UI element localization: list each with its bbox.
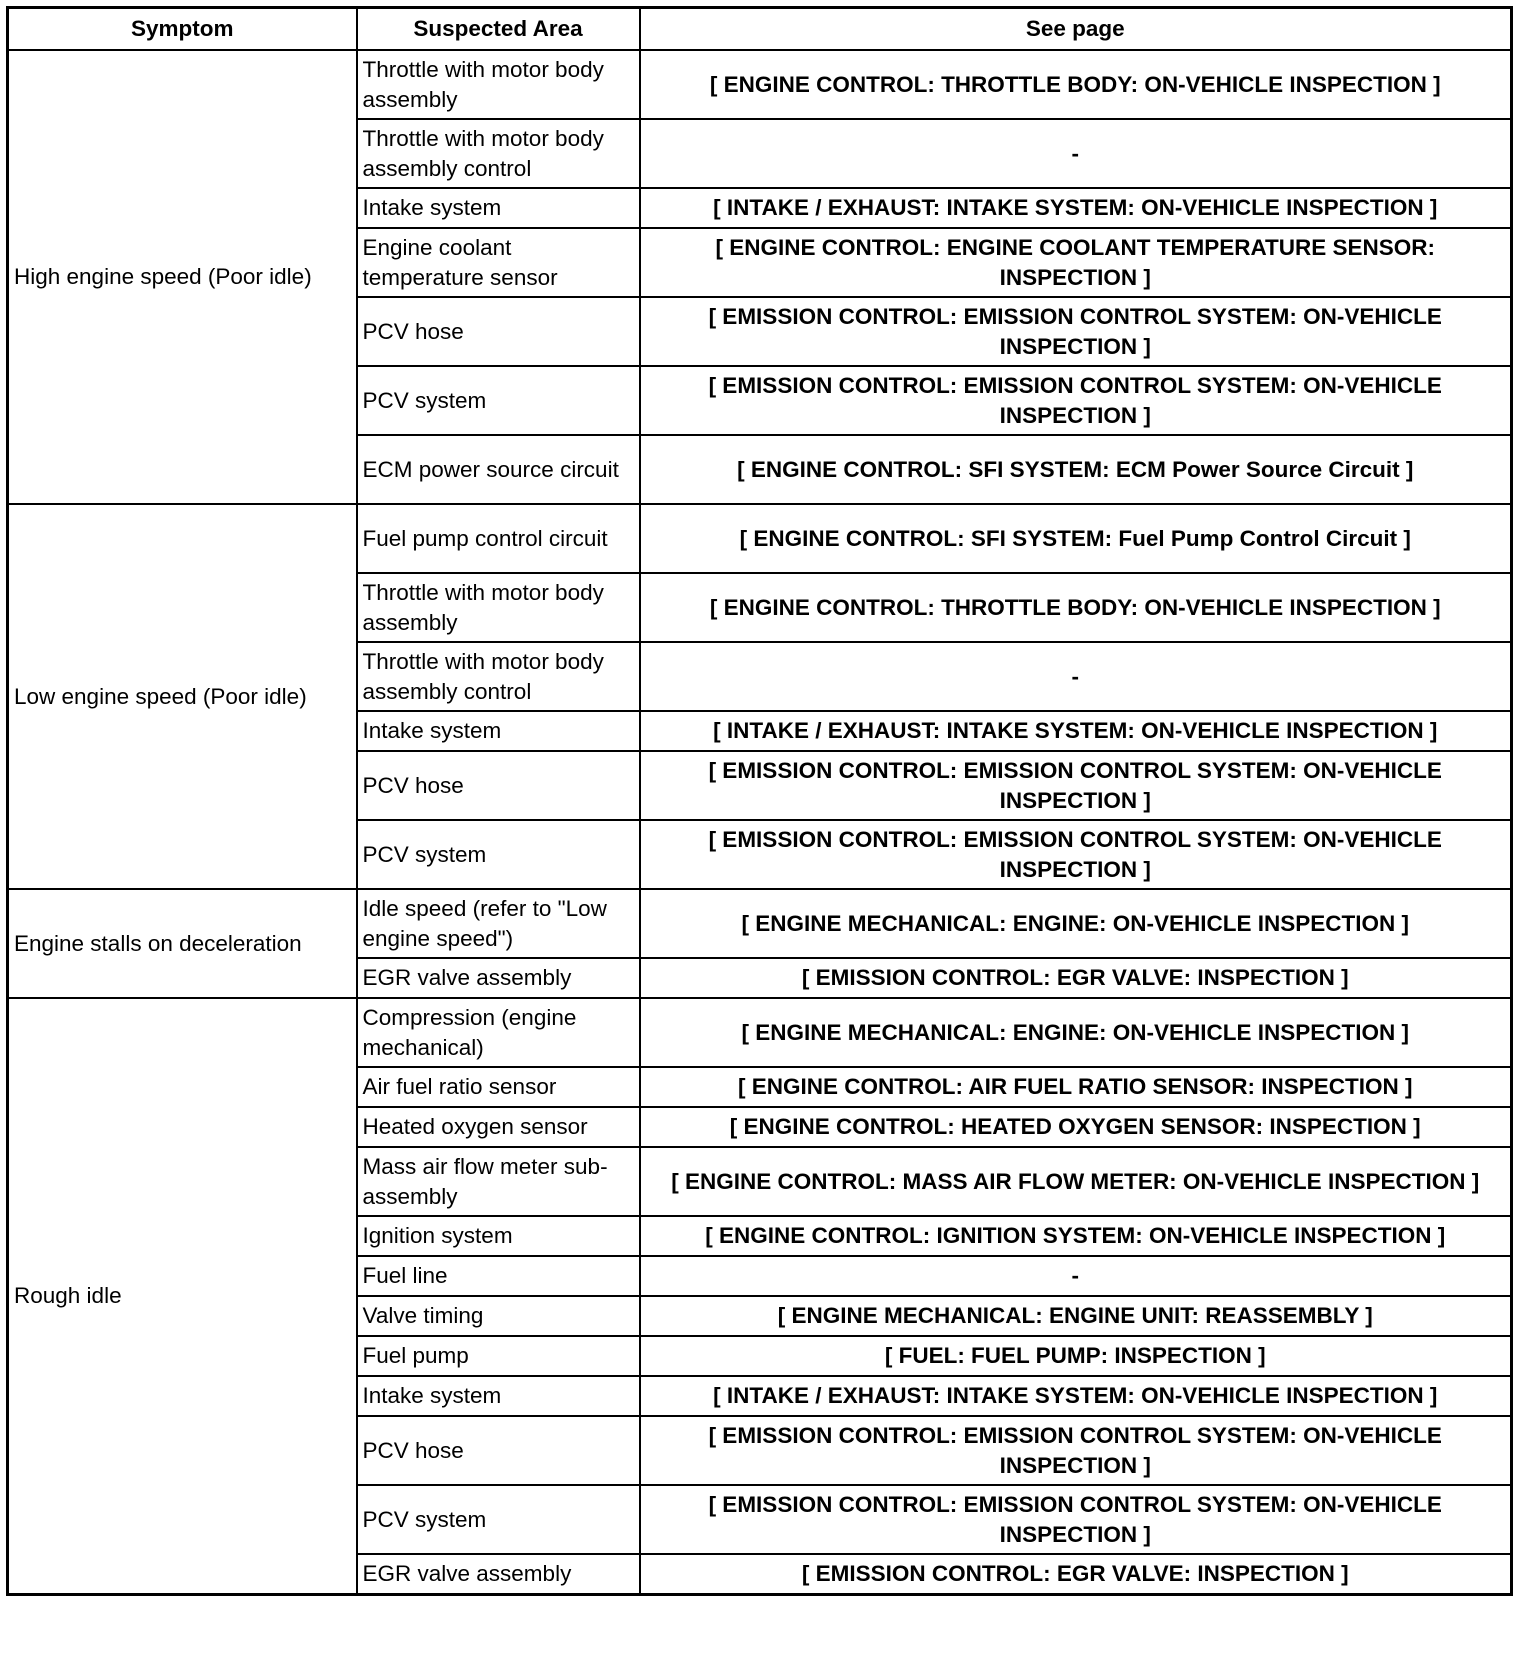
see-page-link[interactable]: [ EMISSION CONTROL: EMISSION CONTROL SYSTEM: ON-VEHICLE INSPECTION ] — [640, 1416, 1512, 1485]
suspected-area-cell: EGR valve assembly — [357, 958, 640, 998]
suspected-area-cell: PCV hose — [357, 297, 640, 366]
see-page-link[interactable]: [ INTAKE / EXHAUST: INTAKE SYSTEM: ON-VEHICLE INSPECTION ] — [640, 188, 1512, 228]
suspected-area-cell: Intake system — [357, 1376, 640, 1416]
header-row — [8, 8, 1512, 51]
see-page-link[interactable]: [ ENGINE CONTROL: SFI SYSTEM: ECM Power Source Circuit ] — [640, 435, 1512, 504]
see-page-link[interactable]: [ EMISSION CONTROL: EMISSION CONTROL SYSTEM: ON-VEHICLE INSPECTION ] — [640, 751, 1512, 820]
suspected-area-cell: PCV system — [357, 1485, 640, 1554]
suspected-area-cell: ECM power source circuit — [357, 435, 640, 504]
suspected-area-cell: Engine coolant temperature sensor — [357, 228, 640, 297]
suspected-area-cell: Air fuel ratio sensor — [357, 1067, 640, 1107]
see-page-link[interactable]: [ ENGINE MECHANICAL: ENGINE: ON-VEHICLE INSPECTION ] — [640, 998, 1512, 1067]
see-page-link[interactable]: [ ENGINE CONTROL: THROTTLE BODY: ON-VEHICLE INSPECTION ] — [640, 50, 1512, 119]
see-page-link: - — [640, 1256, 1512, 1296]
table-body — [8, 50, 1512, 1595]
suspected-area-cell: PCV hose — [357, 751, 640, 820]
see-page-link: - — [640, 119, 1512, 188]
see-page-link[interactable]: [ EMISSION CONTROL: EGR VALVE: INSPECTION ] — [640, 1554, 1512, 1595]
see-page-link[interactable]: [ EMISSION CONTROL: EGR VALVE: INSPECTION ] — [640, 958, 1512, 998]
suspected-area-cell: Throttle with motor body assembly — [357, 573, 640, 642]
suspected-area-cell: PCV system — [357, 366, 640, 435]
header-see-page: See page — [640, 8, 1512, 51]
header-suspected-area: Suspected Area — [357, 8, 640, 51]
suspected-area-cell: Fuel pump — [357, 1336, 640, 1376]
suspected-area-cell: Mass air flow meter sub-assembly — [357, 1147, 640, 1216]
see-page-link[interactable]: [ ENGINE CONTROL: SFI SYSTEM: Fuel Pump Control Circuit ] — [640, 504, 1512, 573]
see-page-link: - — [640, 642, 1512, 711]
suspected-area-cell: Fuel line — [357, 1256, 640, 1296]
suspected-area-cell: EGR valve assembly — [357, 1554, 640, 1595]
symptom-cell: High engine speed (Poor idle) — [8, 50, 357, 504]
suspected-area-cell: Valve timing — [357, 1296, 640, 1336]
see-page-link[interactable]: [ INTAKE / EXHAUST: INTAKE SYSTEM: ON-VEHICLE INSPECTION ] — [640, 711, 1512, 751]
table-row — [8, 889, 1512, 958]
troubleshooting-table — [6, 6, 1513, 1596]
suspected-area-cell: PCV system — [357, 820, 640, 889]
suspected-area-cell: Intake system — [357, 711, 640, 751]
suspected-area-cell: Throttle with motor body assembly control — [357, 119, 640, 188]
suspected-area-cell: Fuel pump control circuit — [357, 504, 640, 573]
symptom-cell: Low engine speed (Poor idle) — [8, 504, 357, 889]
suspected-area-cell: Heated oxygen sensor — [357, 1107, 640, 1147]
table-row — [8, 50, 1512, 119]
see-page-link[interactable]: [ ENGINE CONTROL: HEATED OXYGEN SENSOR: INSPECTION ] — [640, 1107, 1512, 1147]
see-page-link[interactable]: [ ENGINE MECHANICAL: ENGINE UNIT: REASSEMBLY ] — [640, 1296, 1512, 1336]
suspected-area-cell: Throttle with motor body assembly control — [357, 642, 640, 711]
see-page-link[interactable]: [ EMISSION CONTROL: EMISSION CONTROL SYSTEM: ON-VEHICLE INSPECTION ] — [640, 366, 1512, 435]
header-symptom: Symptom — [8, 8, 357, 51]
table-row — [8, 998, 1512, 1067]
suspected-area-cell: PCV hose — [357, 1416, 640, 1485]
symptom-cell: Rough idle — [8, 998, 357, 1595]
suspected-area-cell: Ignition system — [357, 1216, 640, 1256]
see-page-link[interactable]: [ EMISSION CONTROL: EMISSION CONTROL SYSTEM: ON-VEHICLE INSPECTION ] — [640, 1485, 1512, 1554]
see-page-link[interactable]: [ ENGINE CONTROL: MASS AIR FLOW METER: ON-VEHICLE INSPECTION ] — [640, 1147, 1512, 1216]
suspected-area-cell: Idle speed (refer to "Low engine speed") — [357, 889, 640, 958]
see-page-link[interactable]: [ ENGINE CONTROL: THROTTLE BODY: ON-VEHICLE INSPECTION ] — [640, 573, 1512, 642]
see-page-link[interactable]: [ FUEL: FUEL PUMP: INSPECTION ] — [640, 1336, 1512, 1376]
suspected-area-cell: Compression (engine mechanical) — [357, 998, 640, 1067]
table-row — [8, 504, 1512, 573]
see-page-link[interactable]: [ ENGINE CONTROL: ENGINE COOLANT TEMPERATURE SENSOR: INSPECTION ] — [640, 228, 1512, 297]
symptom-cell: Engine stalls on deceleration — [8, 889, 357, 998]
see-page-link[interactable]: [ ENGINE CONTROL: IGNITION SYSTEM: ON-VEHICLE INSPECTION ] — [640, 1216, 1512, 1256]
see-page-link[interactable]: [ EMISSION CONTROL: EMISSION CONTROL SYSTEM: ON-VEHICLE INSPECTION ] — [640, 820, 1512, 889]
see-page-link[interactable]: [ INTAKE / EXHAUST: INTAKE SYSTEM: ON-VEHICLE INSPECTION ] — [640, 1376, 1512, 1416]
suspected-area-cell: Throttle with motor body assembly — [357, 50, 640, 119]
see-page-link[interactable]: [ ENGINE CONTROL: AIR FUEL RATIO SENSOR: INSPECTION ] — [640, 1067, 1512, 1107]
see-page-link[interactable]: [ EMISSION CONTROL: EMISSION CONTROL SYSTEM: ON-VEHICLE INSPECTION ] — [640, 297, 1512, 366]
suspected-area-cell: Intake system — [357, 188, 640, 228]
see-page-link[interactable]: [ ENGINE MECHANICAL: ENGINE: ON-VEHICLE INSPECTION ] — [640, 889, 1512, 958]
